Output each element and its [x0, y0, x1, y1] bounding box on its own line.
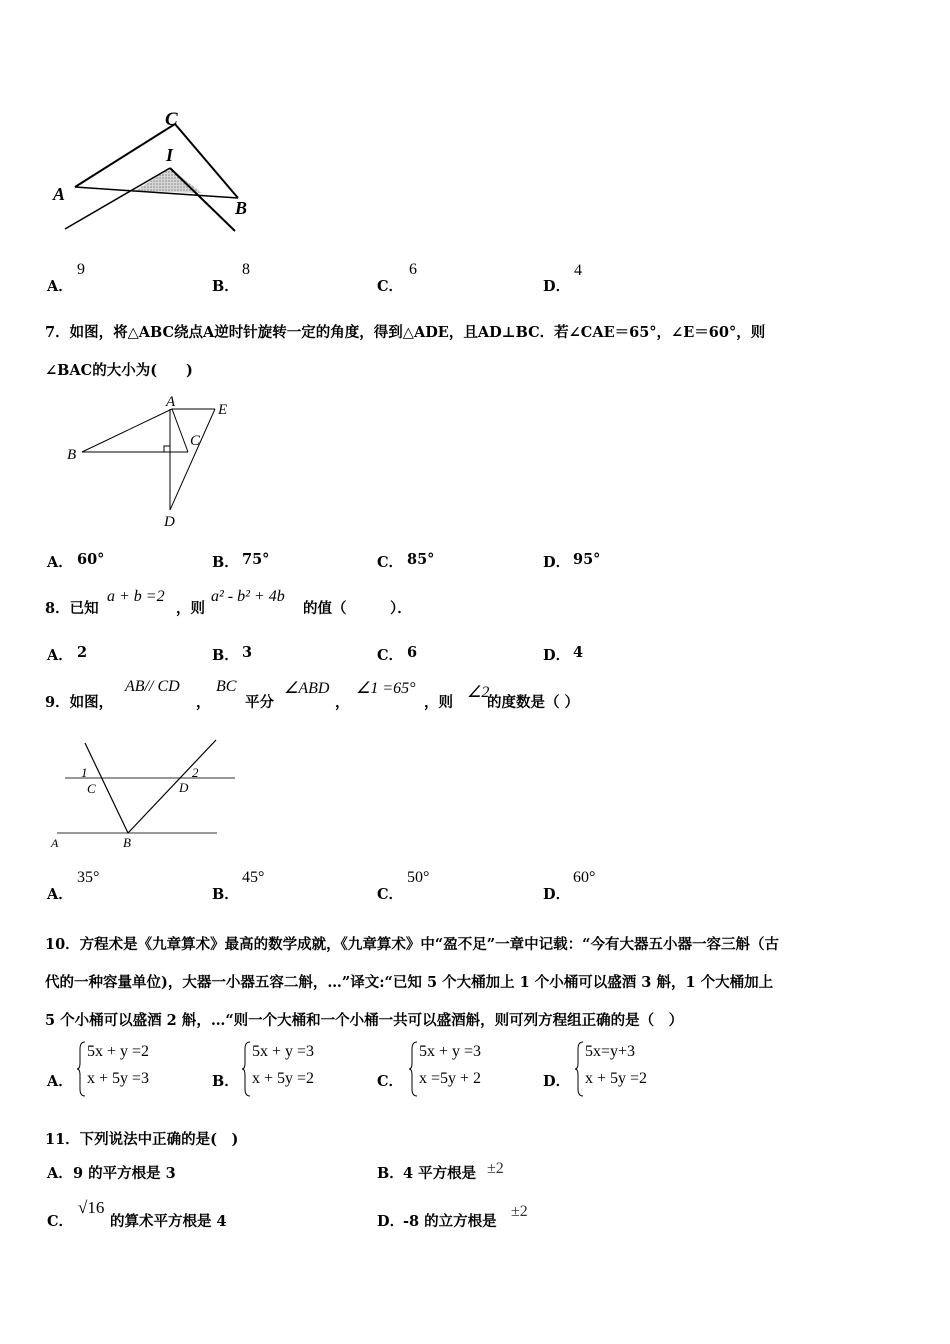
q11-option-b-text: 4 平方根是 — [403, 1165, 477, 1182]
q8-expr-sum: a + b =2 — [107, 588, 165, 605]
q8-option-a-value: 2 — [77, 644, 88, 661]
q6-option-a-letter[interactable]: A． — [47, 278, 73, 295]
q6-option-a-value: 9 — [77, 261, 85, 278]
q9-option-d-letter[interactable]: D． — [543, 886, 571, 903]
q10-option-a-letter[interactable]: A． — [47, 1073, 73, 1090]
q9-angle1: ∠1 =65° — [356, 680, 416, 697]
q9-option-d-value: 60° — [573, 869, 596, 886]
q8-option-d-letter[interactable]: D． — [543, 647, 571, 664]
q10-b-eq1: 5x + y =3 — [252, 1043, 315, 1060]
q10-a-eq2: x + 5y =3 — [87, 1070, 150, 1087]
q10-b-eq2: x + 5y =2 — [252, 1070, 315, 1087]
q9-option-a-value: 35° — [77, 869, 100, 886]
label-A: A — [51, 836, 59, 850]
q11-option-b-letter[interactable]: B． — [377, 1165, 404, 1182]
figure-q9-parallel — [45, 733, 245, 858]
q6-option-d-value: 4 — [574, 262, 582, 279]
q11-option-b-math: ±2 — [487, 1160, 504, 1177]
q10-stem-line1: 10．方程术是《九章算术》最高的数学成就，《九章算术》中“盈不足”一章中记载：“今有大器五小器一容三斛（古 — [45, 936, 779, 953]
figure-q6-triangle — [45, 105, 265, 240]
q10-option-b-system — [242, 1041, 342, 1097]
q7-option-c-letter[interactable]: C． — [377, 554, 404, 571]
q9-comma1: ， — [196, 694, 211, 711]
q8-mid: ，则 — [176, 600, 205, 617]
label-2: 2 — [192, 765, 199, 780]
q7-option-b-value: 75° — [242, 551, 270, 568]
q9-bisects: 平分 — [245, 694, 274, 711]
q10-d-eq2: x + 5y =2 — [585, 1070, 648, 1087]
label-A: A — [166, 394, 176, 410]
q10-option-c-system — [409, 1041, 509, 1097]
label-C: C — [190, 433, 201, 449]
q7-stem-line1: 7．如图，将△ABC绕点A逆时针旋转一定的角度，得到△ADE，且AD⊥BC．若∠CAE＝65°，∠E＝60°，则 — [45, 324, 766, 341]
q6-option-c-letter[interactable]: C． — [377, 278, 404, 295]
figure-q7-rotation — [60, 392, 250, 532]
q8-option-c-value: 6 — [407, 644, 418, 661]
q11-option-c-letter[interactable]: C． — [47, 1213, 74, 1230]
q9-angle2: ∠2 — [467, 684, 490, 701]
q8-expr-target: a² - b² + 4b — [211, 588, 285, 605]
q6-option-d-letter[interactable]: D． — [543, 278, 571, 295]
q10-a-eq1: 5x + y =2 — [87, 1043, 150, 1060]
q10-option-a-system — [77, 1041, 177, 1097]
q9-bc: BC — [216, 678, 237, 695]
label-D: D — [164, 514, 175, 530]
label-C: C — [165, 109, 178, 130]
q7-stem-line2: ∠BAC的大小为( ) — [45, 362, 193, 379]
q11-option-a-text: 9 的平方根是 3 — [73, 1165, 176, 1182]
q8-prefix: 8．已知 — [45, 600, 99, 617]
q10-stem-line3: 5 个小桶可以盛酒 2 斛，…“则一个大桶和一个小桶一共可以盛酒斛，则可列方程组正确的是（ ） — [45, 1012, 684, 1029]
label-D: D — [179, 780, 189, 795]
q7-option-b-letter[interactable]: B． — [212, 554, 239, 571]
q7-option-d-letter[interactable]: D． — [543, 554, 571, 571]
label-1: 1 — [81, 765, 88, 780]
q9-option-c-letter[interactable]: C． — [377, 886, 404, 903]
label-A: A — [53, 184, 66, 204]
q9-angle-abd: ∠ABD — [284, 680, 330, 697]
q6-option-b-letter[interactable]: B． — [212, 278, 239, 295]
q7-option-c-value: 85° — [407, 551, 435, 568]
q7-option-d-value: 95° — [573, 551, 601, 568]
q9-option-c-value: 50° — [407, 869, 430, 886]
q11-option-a-letter[interactable]: A． — [47, 1165, 73, 1182]
q7-option-a-value: 60° — [77, 551, 105, 568]
q6-option-c-value: 6 — [409, 261, 417, 278]
q8-option-b-value: 3 — [242, 644, 253, 661]
q9-option-a-letter[interactable]: A． — [47, 886, 73, 903]
q9-then: ，则 — [424, 694, 453, 711]
q10-d-eq1: 5x=y+3 — [585, 1043, 636, 1060]
q10-option-d-letter[interactable]: D． — [543, 1073, 571, 1090]
label-C: C — [87, 781, 96, 796]
q11-option-d-letter[interactable]: D． — [377, 1213, 405, 1230]
q8-option-a-letter[interactable]: A． — [47, 647, 73, 664]
q11-stem: 11．下列说法中正确的是( ) — [45, 1131, 239, 1148]
q9-parallel: AB// CD — [125, 678, 180, 695]
label-B: B — [235, 198, 248, 218]
q10-option-b-letter[interactable]: B． — [212, 1073, 239, 1090]
q9-suffix: 的度数是（ ） — [487, 694, 580, 711]
label-B: B — [123, 835, 131, 850]
q8-option-d-value: 4 — [573, 644, 584, 661]
label-B: B — [67, 447, 77, 463]
q9-option-b-value: 45° — [242, 869, 265, 886]
q10-c-eq1: 5x + y =3 — [419, 1043, 482, 1060]
q11-option-c-math: √16 — [78, 1198, 105, 1217]
q10-stem-line2: 代的一种容量单位)，大器一小器五容二斛，…”译文:“已知 5 个大桶加上 1 个小桶可以盛酒 3 斛，1 个大桶加上 — [45, 974, 774, 991]
q6-option-b-value: 8 — [242, 261, 250, 278]
q11-option-d-text: -8 的立方根是 — [403, 1213, 497, 1230]
q9-option-b-letter[interactable]: B． — [212, 886, 239, 903]
q11-option-c-text: 的算术平方根是 4 — [110, 1213, 227, 1230]
q8-option-c-letter[interactable]: C． — [377, 647, 404, 664]
q10-option-c-letter[interactable]: C． — [377, 1073, 404, 1090]
q10-option-d-system — [575, 1041, 675, 1097]
q11-option-d-math: ±2 — [511, 1203, 528, 1220]
q10-c-eq2: x =5y + 2 — [419, 1070, 482, 1087]
label-E: E — [218, 402, 228, 418]
q8-suffix: 的值（ ）． — [303, 600, 412, 617]
q8-option-b-letter[interactable]: B． — [212, 647, 239, 664]
q7-option-a-letter[interactable]: A． — [47, 554, 73, 571]
label-I: I — [166, 145, 174, 165]
q9-prefix: 9．如图， — [45, 694, 114, 711]
q9-comma2: ， — [335, 694, 350, 711]
